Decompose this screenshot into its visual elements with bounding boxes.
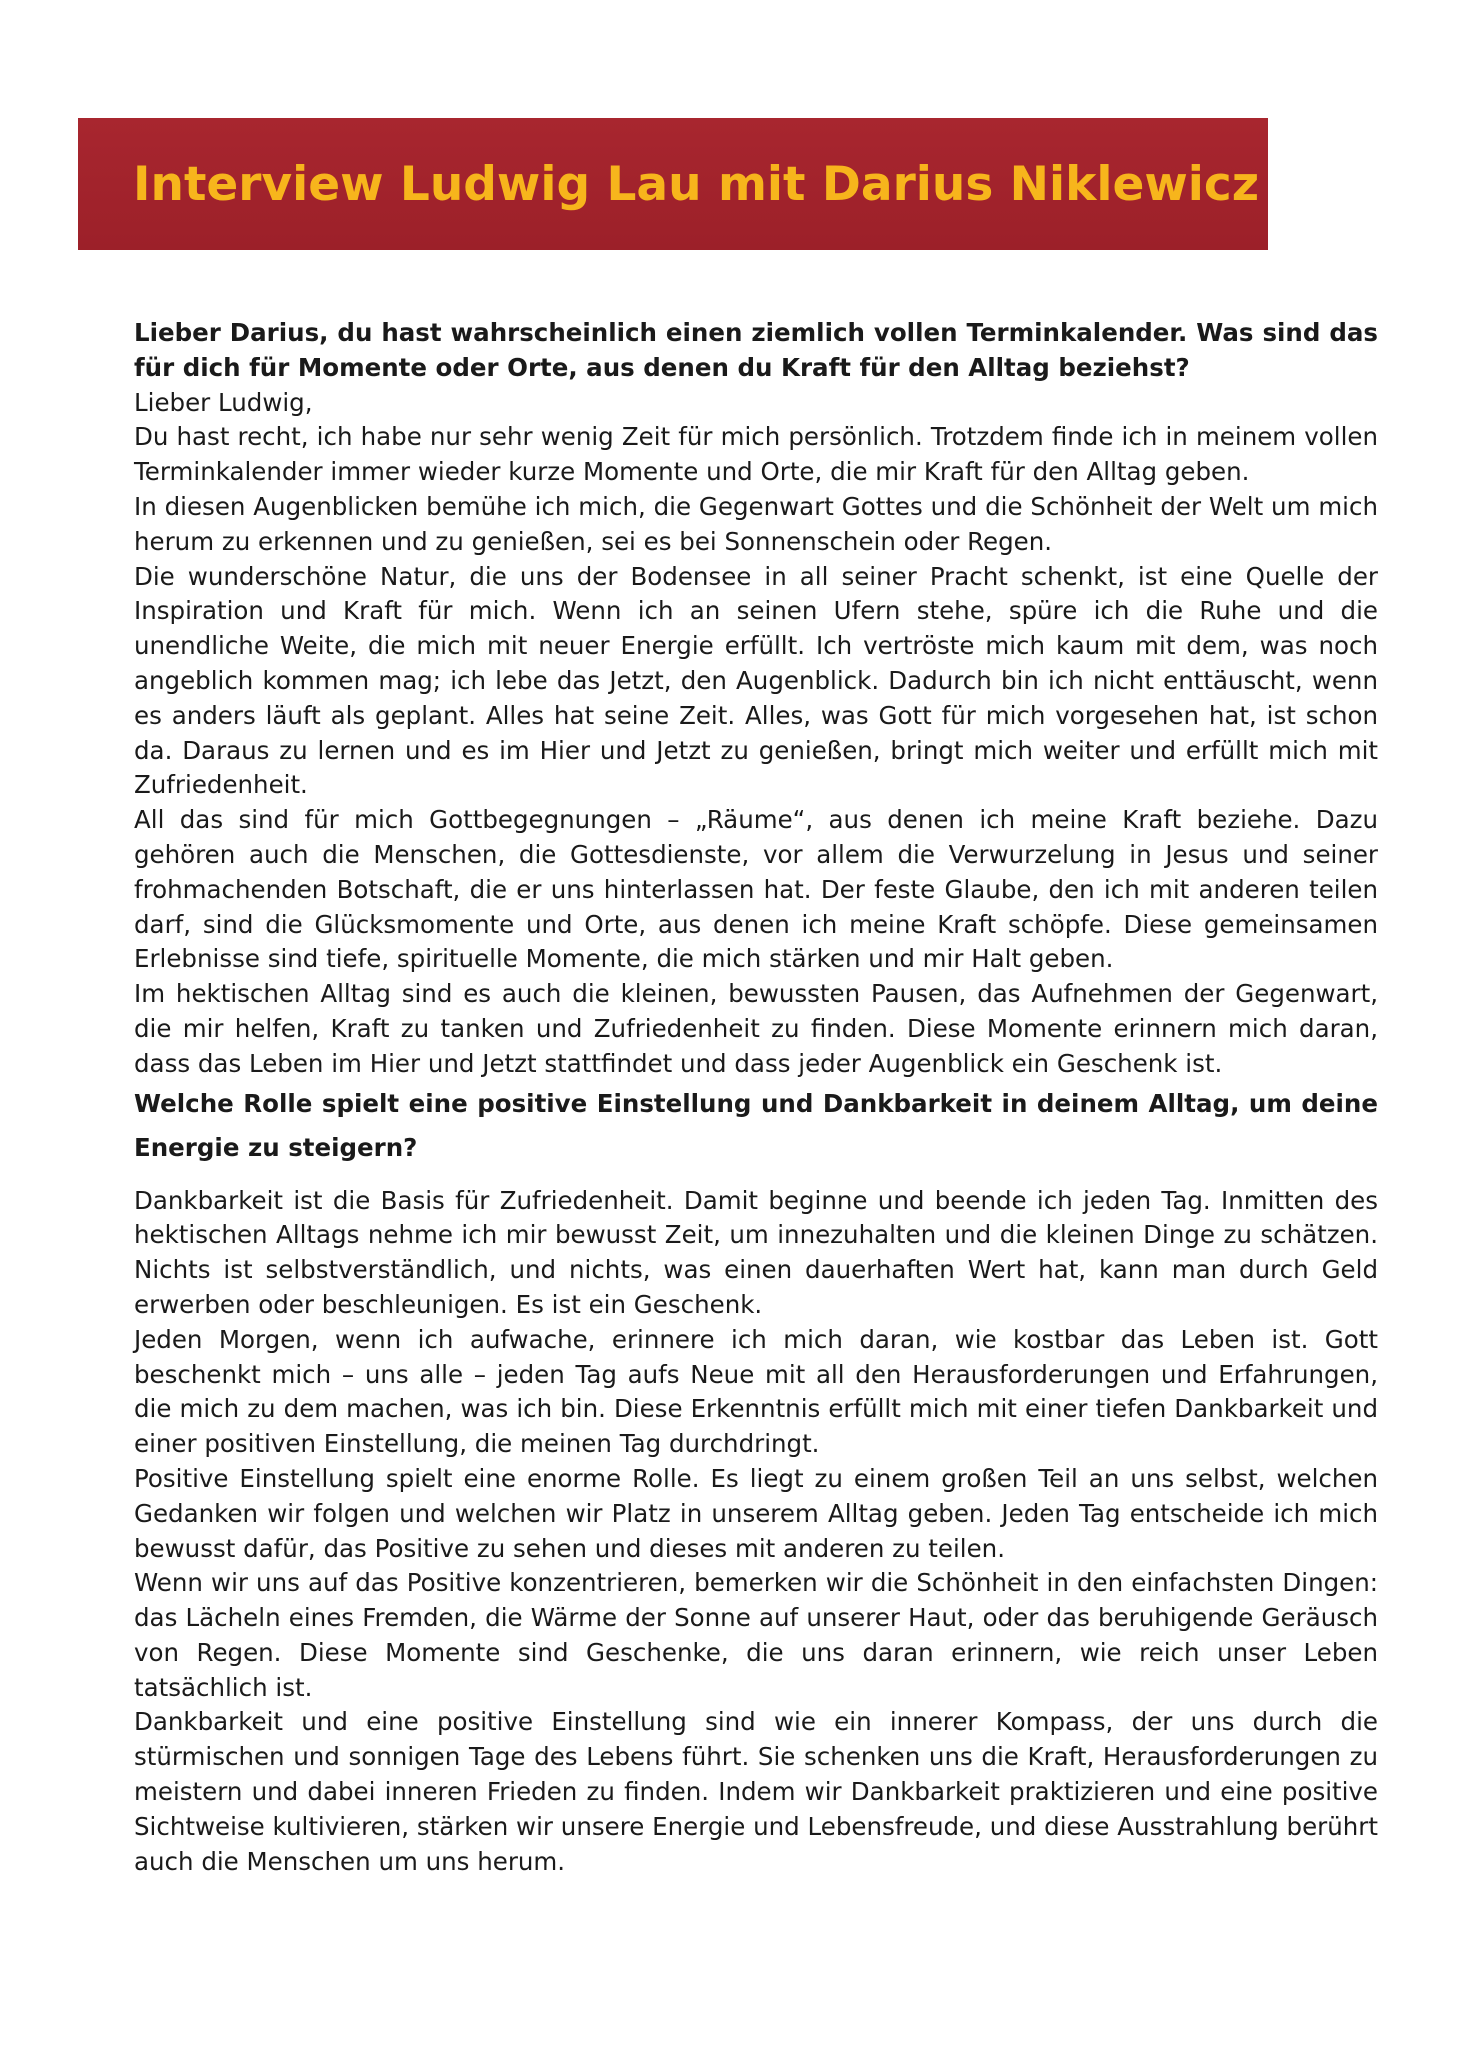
answer-2-paragraph: Dankbarkeit ist die Basis für Zufriedenheit. Damit beginne und beende ich jeden Tag. Inmitten des hektischen Alltags nehme ich mir bewusst Zeit, um innezuhalten und die kleinen Dinge zu schätzen. Nichts ist selbstverständlich, und nichts, was einen dauerhaften Wert hat, kann man durch Geld erwerben oder beschleunigen. Es ist ein Geschenk. xyxy=(134,1185,1378,1319)
answer-1-paragraph: Du hast recht, ich habe nur sehr wenig Zeit für mich persönlich. Trotzdem finde ich in meinem vollen Terminkalender immer wieder kurze Momente und Orte, die mir Kraft für den Alltag geben. xyxy=(134,422,1378,487)
answer-2-paragraph: Wenn wir uns auf das Positive konzentrieren, bemerken wir die Schönheit in den einfachsten Dingen: das Lächeln eines Fremden, die Wärme der Sonne auf unserer Haut, oder das beruhigende Geräusch von Regen. Diese Momente sind Geschenke, die uns daran erinnern, wie reich unser Leben tatsächlich ist. xyxy=(134,1568,1378,1702)
answer-2-paragraph: Positive Einstellung spielt eine enorme Rolle. Es liegt zu einem großen Teil an uns selbst, welchen Gedanken wir folgen und welchen wir Platz in unserem Alltag geben. Jeden Tag entscheide ich mich bewusst dafür, das Positive zu sehen und dieses mit anderen zu teilen. xyxy=(134,1463,1378,1563)
interview-body xyxy=(134,316,1378,1879)
title-banner xyxy=(78,118,1268,250)
answer-2-paragraph: Dankbarkeit und eine positive Einstellung sind wie ein innerer Kompass, der uns durch die stürmischen und sonnigen Tage des Lebens führt. Sie schenken uns die Kraft, Herausforderungen zu meistern und dabei inneren Frieden zu finden. Indem wir Dankbarkeit praktizieren und eine positive Sichtweise kultivieren, stärken wir unsere Energie und Lebensfreude, und diese Ausstrahlung berührt auch die Menschen um uns herum. xyxy=(134,1707,1378,1876)
answer-1-paragraph: All das sind für mich Gottbegegnungen – „Räume“, aus denen ich meine Kraft beziehe. Dazu gehören auch die Menschen, die Gottesdienste, vor allem die Verwurzelung in Jesus und seiner frohmachenden Botschaft, die er uns hinterlassen hat. Der feste Glaube, den ich mit anderen teilen darf, sind die Glücksmomente und Orte, aus denen ich meine Kraft schöpfe. Diese gemeinsamen Erlebnisse sind tiefe, spirituelle Momente, die mich stärken und mir Halt geben. xyxy=(134,805,1378,974)
answer-1-paragraph: Im hektischen Alltag sind es auch die kleinen, bewussten Pausen, das Aufnehmen der Gegenwart, die mir helfen, Kraft zu tanken und Zufriedenheit zu finden. Diese Momente erinnern mich daran, dass das Leben im Hier und Jetzt stattfindet und dass jeder Augenblick ein Geschenk ist. xyxy=(134,979,1378,1078)
answer-1-paragraph: Die wunderschöne Natur, die uns der Bodensee in all seiner Pracht schenkt, ist eine Quelle der Inspiration und Kraft für mich. Wenn ich an seinen Ufern stehe, spüre ich die Ruhe und die unendliche Weite, die mich mit neuer Energie erfüllt. Ich vertröste mich kaum mit dem, was noch angeblich kommen mag; ich lebe das Jetzt, den Augenblick. Dadurch bin ich nicht enttäuscht, wenn es anders läuft als geplant. Alles hat seine Zeit. Alles, was Gott für mich vorgesehen hat, ist schon da. Daraus zu lernen und es im Hier und Jetzt zu genießen, bringt mich weiter und erfüllt mich mit Zufriedenheit. xyxy=(134,561,1378,800)
greeting: Lieber Ludwig, xyxy=(134,387,313,417)
question-1: Lieber Darius, du hast wahrscheinlich einen ziemlich vollen Terminkalender. Was sind das für dich für Momente oder Orte, aus denen du Kraft für den Alltag beziehst? xyxy=(134,318,1378,382)
answer-1-paragraph: In diesen Augenblicken bemühe ich mich, die Gegenwart Gottes und die Schönheit der Welt um mich herum zu erkennen und zu genießen, sei es bei Sonnenschein oder Regen. xyxy=(134,491,1378,556)
page-title: Interview Ludwig Lau mit Darius Niklewicz xyxy=(133,156,1260,212)
question-2: Welche Rolle spielt eine positive Einstellung und Dankbarkeit in deinem Alltag, um deine Energie zu steigern? xyxy=(134,1088,1378,1162)
answer-2-paragraph: Jeden Morgen, wenn ich aufwache, erinnere ich mich daran, wie kostbar das Leben ist. Gott beschenkt mich – uns alle – jeden Tag aufs Neue mit all den Herausforderungen und Erfahrungen, die mich zu dem machen, was ich bin. Diese Erkenntnis erfüllt mich mit einer tiefen Dankbarkeit und einer positiven Einstellung, die meinen Tag durchdringt. xyxy=(134,1324,1378,1459)
